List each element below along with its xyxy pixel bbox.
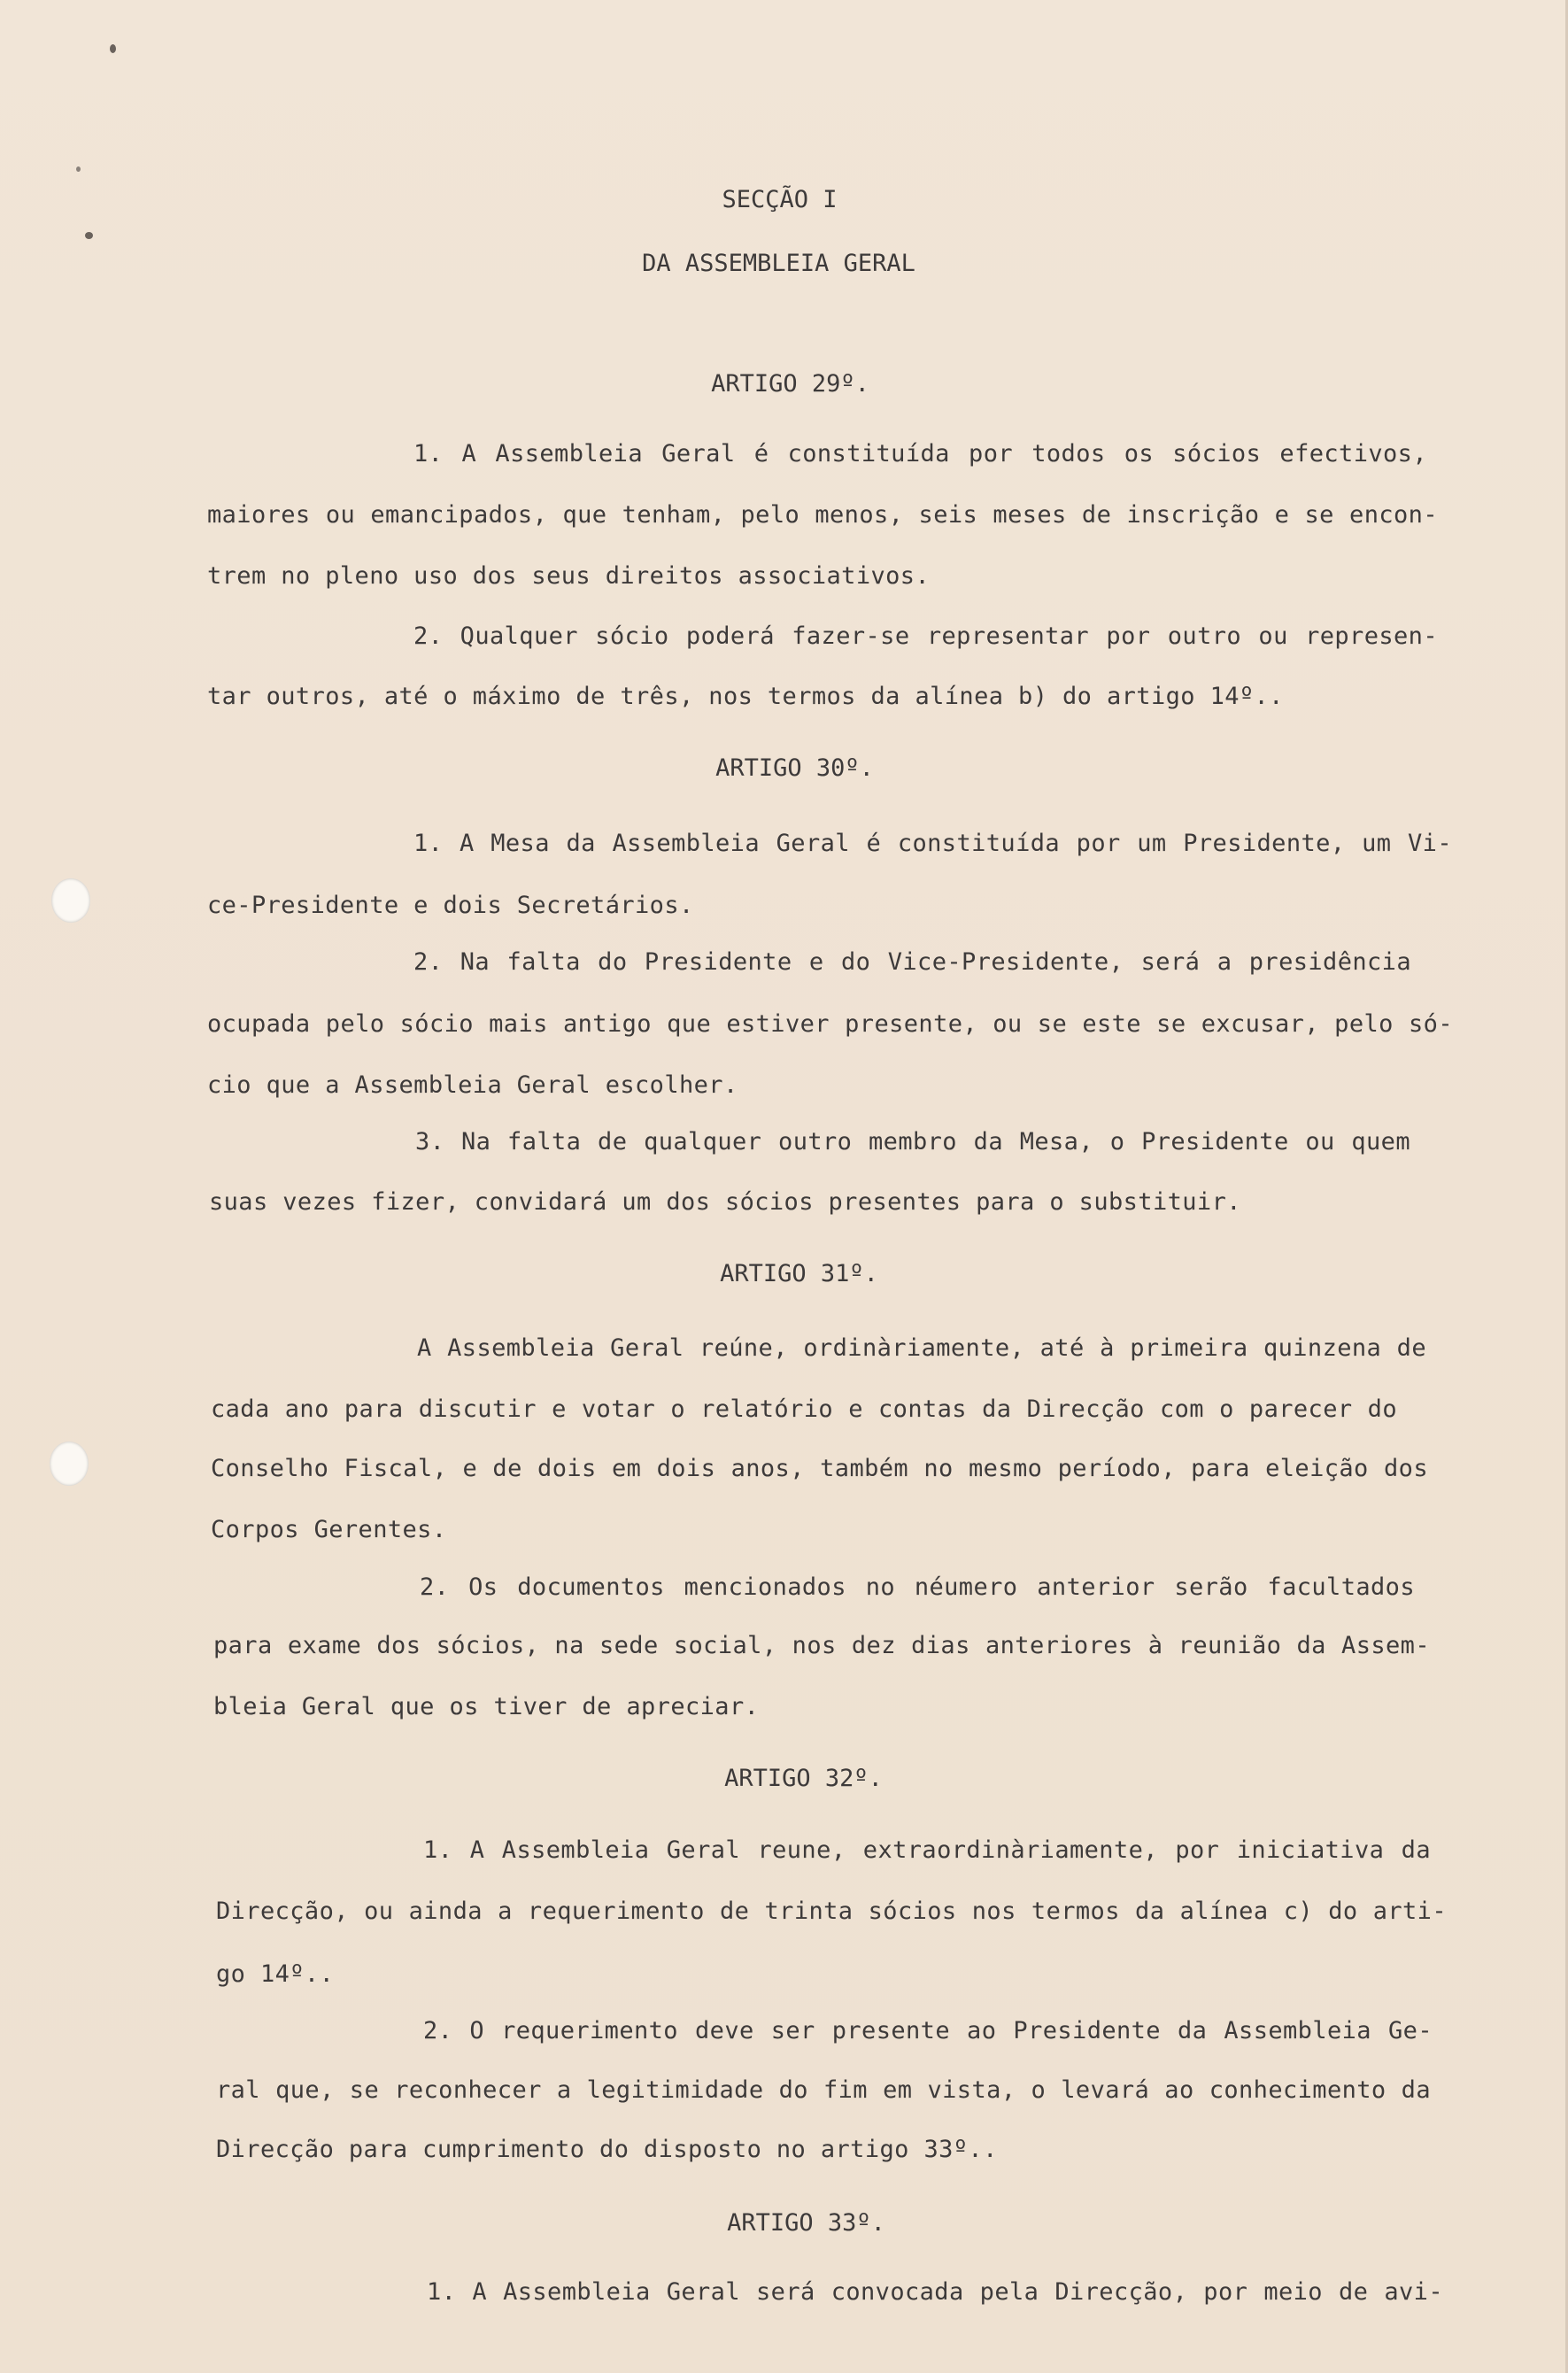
paragraph-line: 1. A Assembleia Geral será convocada pela Direcção, por meio de avi- [427,2278,1443,2306]
paragraph-line: 3. Na falta de qualquer outro membro da Mesa, o Presidente ou quem [415,1128,1410,1156]
section-title: SECÇÃO I [722,186,838,213]
article-heading: ARTIGO 30º. [715,754,874,782]
paragraph-line: cio que a Assembleia Geral escolher. [207,1071,738,1099]
punch-hole-top [51,878,90,923]
paragraph-line: 1. A Mesa da Assembleia Geral é constituída por um Presidente, um Vi- [413,830,1452,857]
paragraph-line: 2. O requerimento deve ser presente ao Presidente da Assembleia Ge- [423,2017,1433,2044]
article-heading: ARTIGO 32º. [724,1765,883,1792]
article-heading: ARTIGO 31º. [720,1260,878,1287]
article-heading: ARTIGO 29º. [711,370,869,398]
paragraph-line: Conselho Fiscal, e de dois em dois anos, também no mesmo período, para eleição dos [211,1455,1428,1482]
paragraph-line: para exame dos sócios, na sede social, nos dez dias anteriores à reunião da Assem- [213,1632,1430,1659]
paragraph-line: 1. A Assembleia Geral é constituída por todos os sócios efectivos, [413,440,1427,468]
paragraph-line: ocupada pelo sócio mais antigo que estiver presente, ou se este se excusar, pelo só- [207,1010,1453,1038]
ink-spot [110,44,116,53]
paragraph-line: 1. A Assembleia Geral reune, extraordinàriamente, por iniciativa da [423,1836,1431,1864]
ink-spot [85,232,93,239]
paragraph-line: go 14º.. [216,1960,335,1988]
ink-spot [76,166,81,172]
paragraph-line: bleia Geral que os tiver de apreciar. [213,1693,760,1720]
paragraph-line: maiores ou emancipados, que tenham, pelo menos, seis meses de inscrição e se encon- [207,501,1438,529]
paragraph-line: Direcção, ou ainda a requerimento de trinta sócios nos termos da alínea c) do arti- [216,1898,1447,1925]
punch-hole-bottom [50,1442,89,1486]
paragraph-line: cada ano para discutir e votar o relatório e contas da Direcção com o parecer do [211,1395,1397,1423]
paragraph-line: Direcção para cumprimento do disposto no artigo 33º.. [216,2136,998,2163]
paragraph-line: trem no pleno uso dos seus direitos associativos. [207,562,931,590]
paragraph-line: 2. Na falta do Presidente e do Vice-Presidente, será a presidência [413,948,1411,976]
article-heading: ARTIGO 33º. [727,2209,885,2237]
section-subtitle: DA ASSEMBLEIA GERAL [642,250,915,277]
paragraph-line: 2. Qualquer sócio poderá fazer-se representar por outro ou represen- [413,622,1438,650]
paragraph-line: Corpos Gerentes. [211,1516,447,1543]
paragraph-line: tar outros, até o máximo de três, nos termos da alínea b) do artigo 14º.. [207,683,1284,710]
paragraph-line: ral que, se reconhecer a legitimidade do fim em vista, o levará ao conhecimento da [216,2076,1431,2104]
paragraph-line: 2. Os documentos mencionados no néumero anterior serão facultados [420,1573,1415,1601]
paragraph-line: A Assembleia Geral reúne, ordinàriamente, até à primeira quinzena de [417,1334,1426,1362]
paragraph-line: ce-Presidente e dois Secretários. [207,892,694,919]
paragraph-line: suas vezes fizer, convidará um dos sócios presentes para o substituir. [209,1188,1241,1216]
